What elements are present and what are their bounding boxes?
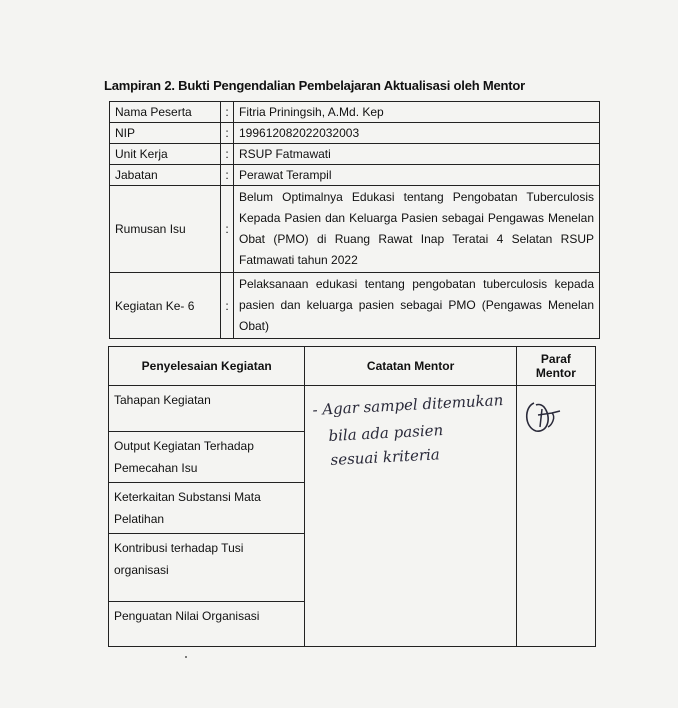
handwritten-note-line: - Agar sampel ditemukan	[312, 391, 504, 419]
row-value: Perawat Terampil	[234, 165, 600, 186]
colon: :	[221, 186, 234, 273]
activity-item: Tahapan Kegiatan	[109, 386, 305, 432]
participant-info-table	[109, 101, 600, 339]
page-title: Lampiran 2. Bukti Pengendalian Pembelajaran Aktualisasi oleh Mentor	[104, 78, 526, 93]
header-mentor-note: Catatan Mentor	[305, 347, 516, 386]
row-label: Rumusan Isu	[110, 186, 221, 273]
row-label: Kegiatan Ke- 6	[110, 273, 221, 339]
table-row	[110, 123, 600, 144]
handwritten-note-line: sesuai kriteria	[330, 445, 441, 469]
activity-item: Output Kegiatan Terhadap Pemecahan Isu	[109, 432, 305, 483]
table-row	[110, 102, 600, 123]
mentor-signature-icon	[522, 397, 564, 437]
table-row	[110, 273, 600, 339]
header-row	[109, 347, 596, 386]
row-label: Nama Peserta	[110, 102, 221, 123]
handwritten-note-line: bila ada pasien	[328, 420, 444, 445]
row-value: Belum Optimalnya Edukasi tentang Pengobatan Tuberculosis Kepada Pasien dan Keluarga Pasien sebagai Pengawas Menelan Obat (PMO) di Ruang Rawat Inap Teratai 4 Selatan RSUP Fatmawati tahun 2022	[234, 186, 600, 273]
table-row	[110, 165, 600, 186]
row-label: Jabatan	[110, 165, 221, 186]
row-value: RSUP Fatmawati	[234, 144, 600, 165]
header-activity: Penyelesaian Kegiatan	[109, 347, 305, 386]
row-value: 199612082022032003	[234, 123, 600, 144]
mentor-activity-table	[108, 346, 596, 647]
table-row	[110, 144, 600, 165]
row-label: Unit Kerja	[110, 144, 221, 165]
table-row	[110, 186, 600, 273]
colon: :	[221, 165, 234, 186]
colon: :	[221, 273, 234, 339]
scan-speck	[185, 656, 187, 658]
activity-item: Keterkaitan Substansi Mata Pelatihan	[109, 483, 305, 534]
header-mentor-initial: Paraf Mentor	[516, 347, 595, 386]
row-value: Pelaksanaan edukasi tentang pengobatan tuberculosis kepada pasien dan keluarga pasien sebagai PMO (Pengawas Menelan Obat)	[234, 273, 600, 339]
row-label: NIP	[110, 123, 221, 144]
colon: :	[221, 144, 234, 165]
activity-item: Kontribusi terhadap Tusi organisasi	[109, 534, 305, 602]
colon: :	[221, 102, 234, 123]
colon: :	[221, 123, 234, 144]
row-value: Fitria Priningsih, A.Md. Kep	[234, 102, 600, 123]
activity-item: Penguatan Nilai Organisasi	[109, 602, 305, 647]
